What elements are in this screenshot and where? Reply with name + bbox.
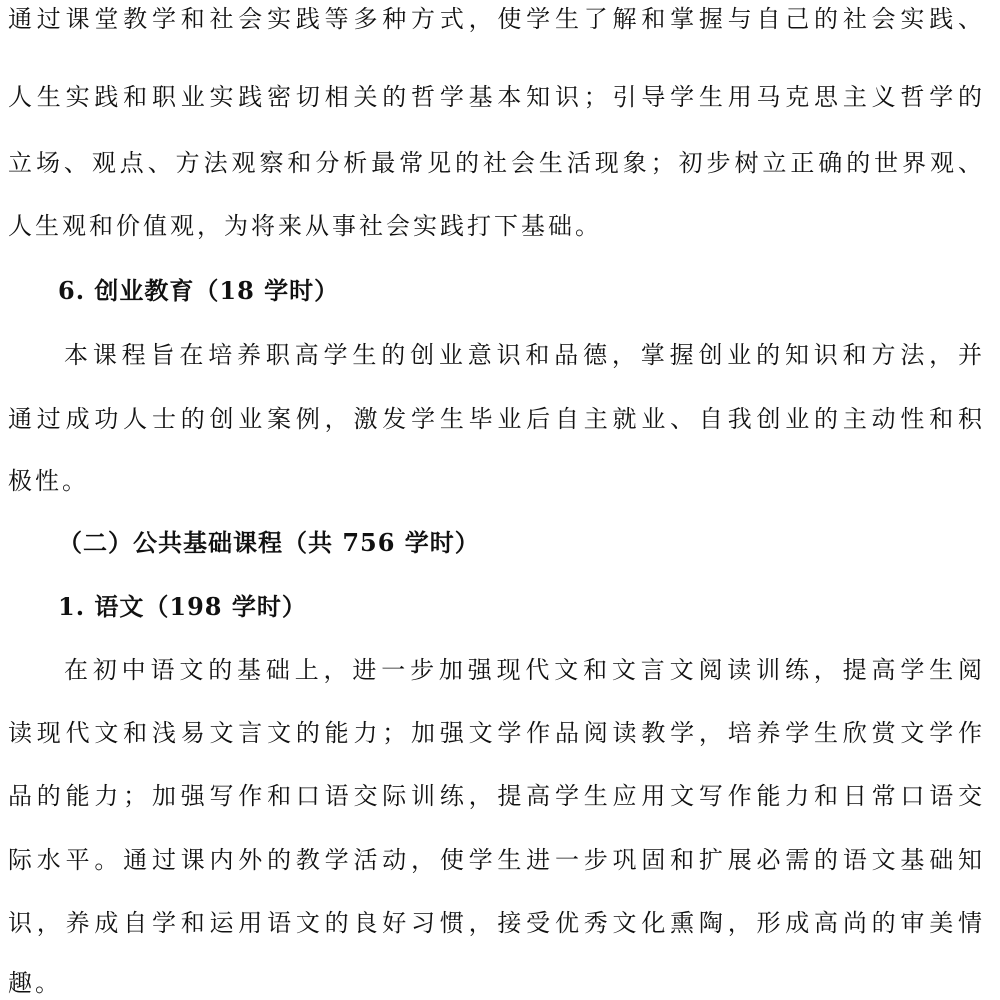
section-heading: （二）公共基础课程（共 756 学时） bbox=[58, 528, 480, 557]
paragraph-line: 在初中语文的基础上，进一步加强现代文和文言文阅读训练，提高学生阅 bbox=[64, 656, 982, 684]
paragraph-line: 人生实践和职业实践密切相关的哲学基本知识；引导学生用马克思主义哲学的 bbox=[8, 83, 982, 111]
subsection-heading: 1. 语文（198 学时） bbox=[58, 592, 307, 621]
paragraph-line: 际水平。通过课内外的教学活动，使学生进一步巩固和扩展必需的语文基础知 bbox=[8, 846, 982, 874]
paragraph-line: 极性。 bbox=[8, 467, 89, 495]
paragraph-line: 本课程旨在培养职高学生的创业意识和品德，掌握创业的知识和方法，并 bbox=[64, 341, 982, 369]
section-heading: 6. 创业教育（18 学时） bbox=[58, 276, 340, 305]
paragraph-line: 品的能力；加强写作和口语交际训练，提高学生应用文写作能力和日常口语交 bbox=[8, 782, 982, 810]
paragraph-line: 读现代文和浅易文言文的能力；加强文学作品阅读教学，培养学生欣赏文学作 bbox=[8, 719, 982, 747]
paragraph-line: 通过课堂教学和社会实践等多种方式，使学生了解和掌握与自己的社会实践、 bbox=[8, 5, 982, 33]
paragraph-line: 识，养成自学和运用语文的良好习惯，接受优秀文化熏陶，形成高尚的审美情 bbox=[8, 909, 982, 937]
paragraph-line: 通过成功人士的创业案例，激发学生毕业后自主就业、自我创业的主动性和积 bbox=[8, 405, 982, 433]
paragraph-line: 趣。 bbox=[8, 969, 62, 997]
paragraph-line: 立场、观点、方法观察和分析最常见的社会生活现象；初步树立正确的世界观、 bbox=[8, 149, 982, 177]
paragraph-line: 人生观和价值观，为将来从事社会实践打下基础。 bbox=[8, 212, 602, 240]
